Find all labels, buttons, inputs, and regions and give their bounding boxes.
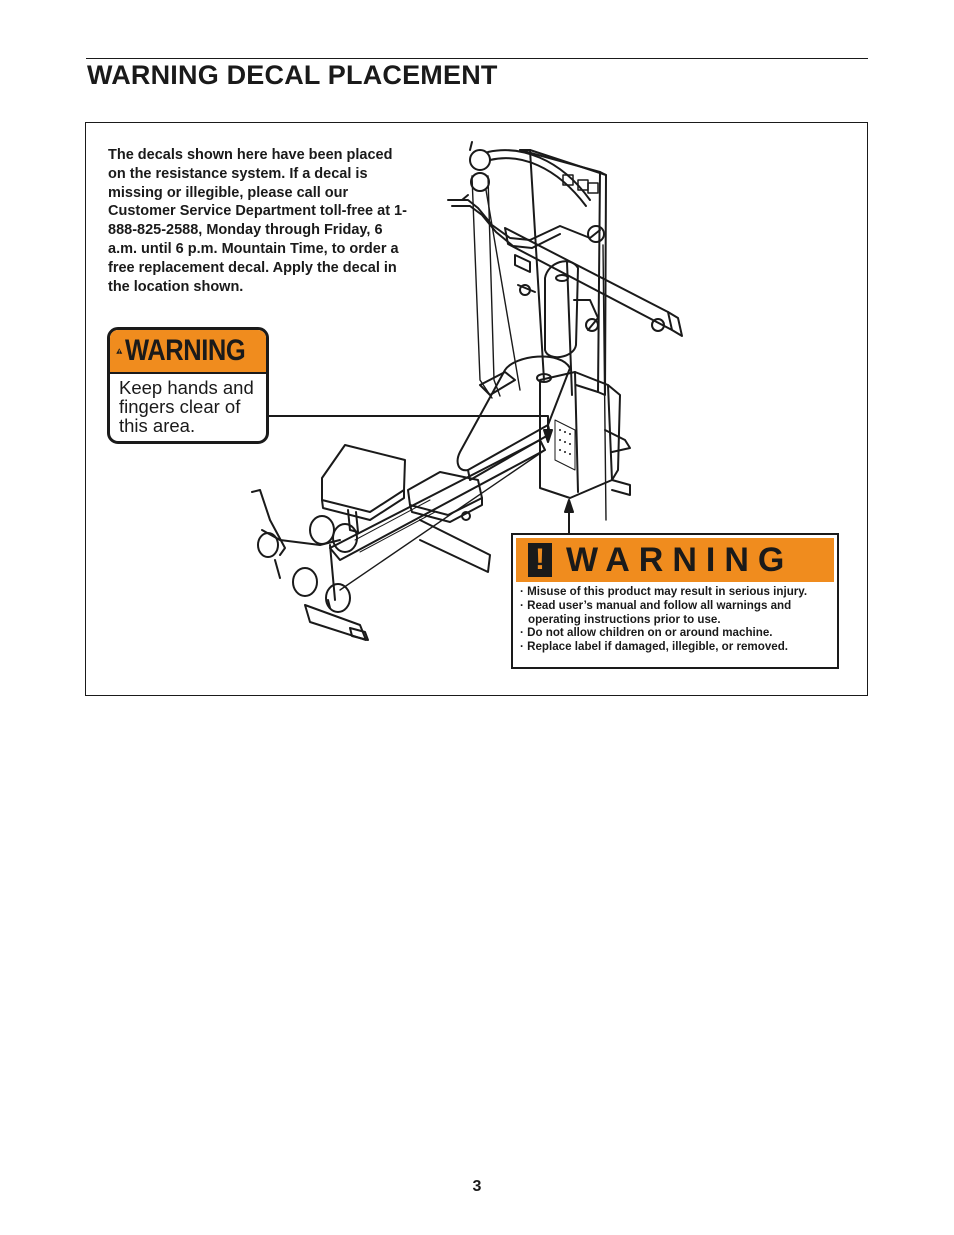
decal-warning-item: · Do not allow children on or around machine. bbox=[520, 626, 773, 640]
decal-large-title: WARNING bbox=[566, 540, 794, 579]
decal-small-text: Keep hands and fingers clear of this area. bbox=[119, 377, 254, 436]
decal-large-header bbox=[516, 538, 834, 582]
decal-warning-item: · Read user’s manual and follow all warnings and operating instructions prior to use. bbox=[520, 598, 792, 626]
cables bbox=[340, 176, 606, 590]
lat-bar bbox=[448, 142, 604, 248]
warning-decal-small bbox=[107, 327, 269, 444]
front-pad bbox=[408, 472, 482, 522]
decal-small-header bbox=[110, 330, 266, 374]
page-title: WARNING DECAL PLACEMENT bbox=[87, 60, 498, 90]
intro-paragraph: The decals shown here have been placed on the resistance system. If a decal is missing or illegible, please call our Customer Service Department toll-free at 1-888-825-2588, Monday through Friday, 6 a.m. until 6 p.m. Mountain Time, to order a free replacement decal. Apply the decal in the location shown. bbox=[108, 147, 407, 295]
exclamation-icon: ! bbox=[528, 543, 552, 577]
leg-lever bbox=[252, 490, 368, 640]
leg-pad bbox=[322, 445, 405, 532]
resistance-housing bbox=[540, 372, 630, 498]
page-number: 3 bbox=[472, 1178, 482, 1195]
decal-small-title: WARNING bbox=[124, 334, 245, 367]
backrest bbox=[545, 261, 598, 357]
decal-warning-item: · Replace label if damaged, illegible, or removed. bbox=[520, 640, 789, 654]
warning-decal-large bbox=[511, 533, 839, 669]
warning-triangle-icon bbox=[116, 338, 123, 364]
pointer-lines bbox=[268, 416, 573, 533]
decal-warning-item: · Misuse of this product may result in serious injury. bbox=[520, 585, 808, 598]
bench bbox=[458, 356, 570, 480]
decal-large-list bbox=[519, 585, 835, 654]
